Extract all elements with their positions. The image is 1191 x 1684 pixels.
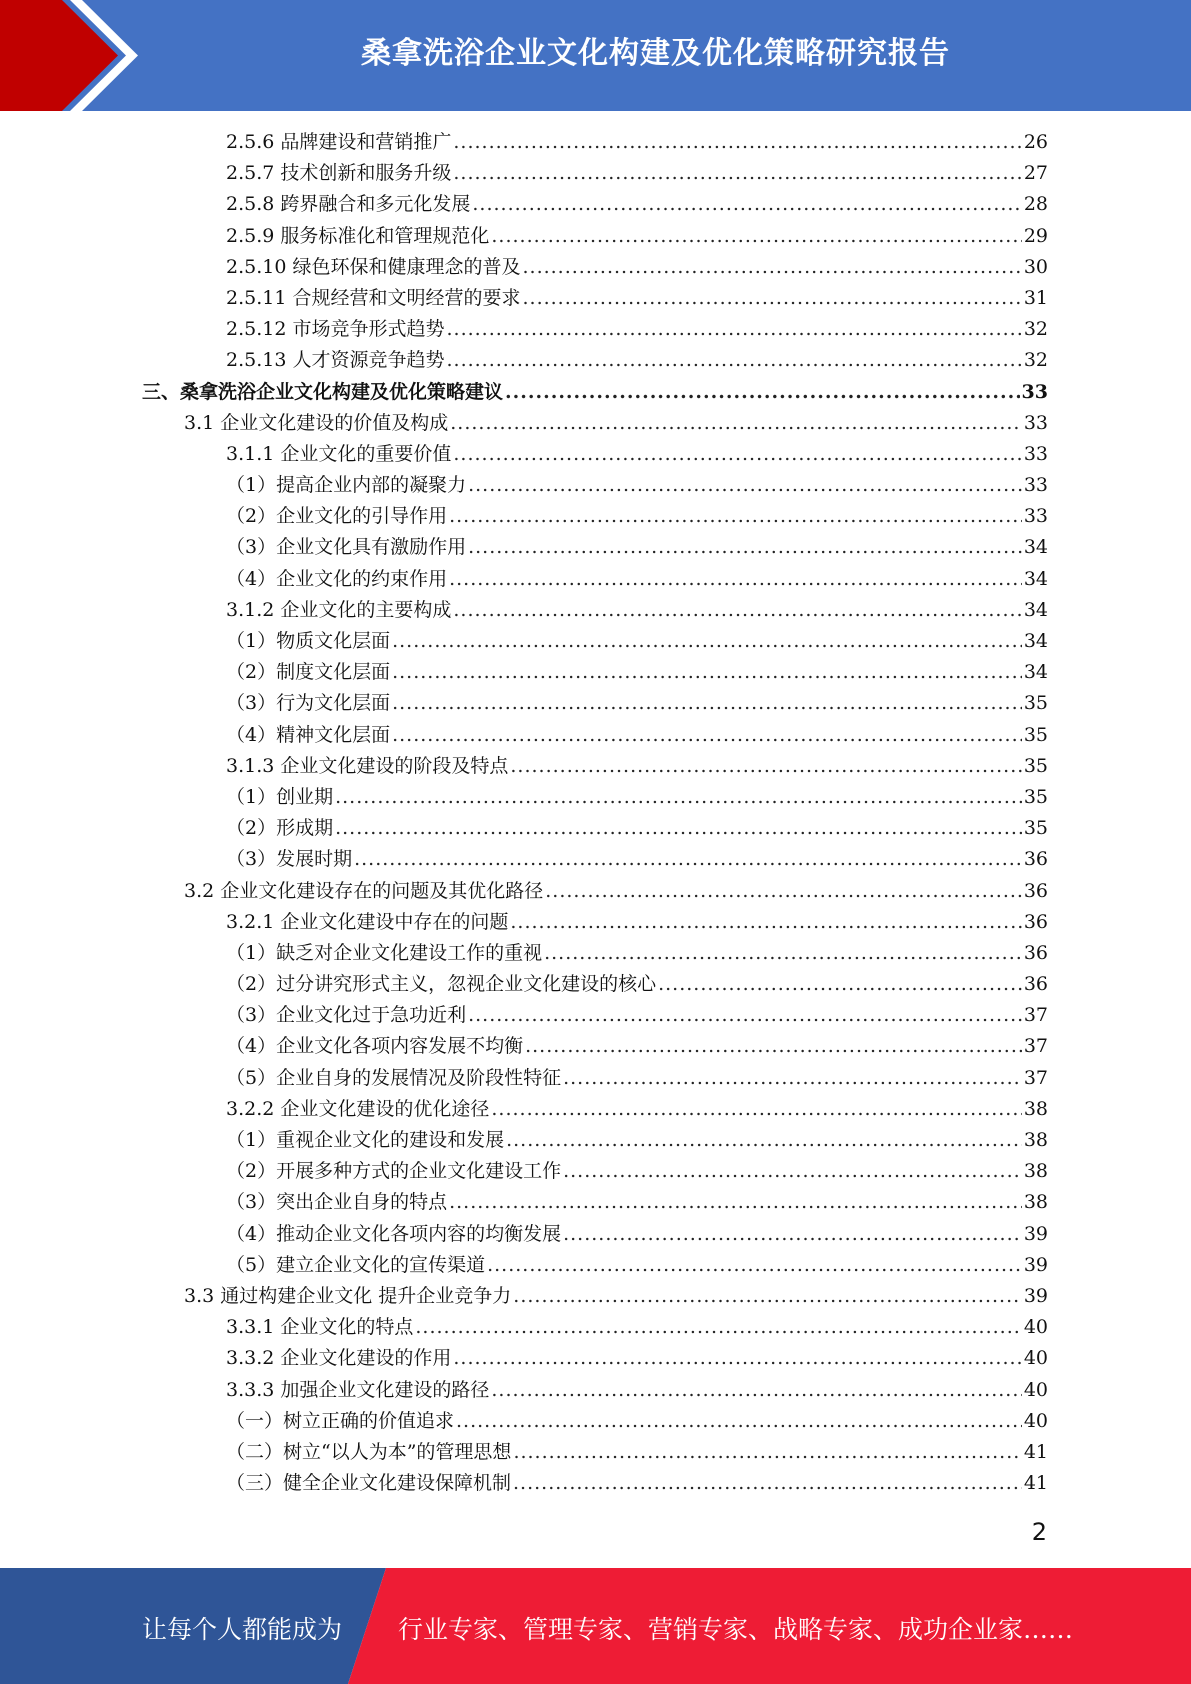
toc-dot-leader <box>354 844 1022 875</box>
toc-entry[interactable] <box>0 1219 1191 1250</box>
toc-entry-label: （4）企业文化的约束作用 <box>226 564 449 595</box>
toc-entry-page: 33 <box>1023 505 1048 528</box>
toc-entry-label: 3.1.2 企业文化的主要构成 <box>226 595 453 626</box>
toc-entry-line[interactable] <box>226 532 1048 563</box>
toc-entry-page: 33 <box>1023 474 1048 497</box>
toc-entry[interactable] <box>0 626 1191 657</box>
toc-entry[interactable] <box>0 252 1191 283</box>
toc-entry-label: 3.2.1 企业文化建设中存在的问题 <box>226 907 510 938</box>
toc-entry-label: 2.5.11 合规经营和文明经营的要求 <box>226 283 522 314</box>
toc-dot-leader <box>335 813 1022 844</box>
toc-dot-leader <box>449 501 1022 532</box>
toc-entry-page: 37 <box>1023 1066 1048 1089</box>
toc-dot-leader <box>544 938 1022 969</box>
toc-entry-label: 3.1.1 企业文化的重要价值 <box>226 439 453 470</box>
toc-dot-leader <box>491 1375 1021 1406</box>
toc-entry-line[interactable] <box>226 127 1048 158</box>
toc-entry-label: （1）物质文化层面 <box>226 626 392 657</box>
toc-dot-leader <box>453 595 1021 626</box>
toc-entry-page: 39 <box>1023 1222 1048 1245</box>
toc-entry-label: （2）制度文化层面 <box>226 657 392 688</box>
toc-dot-leader <box>491 221 1021 252</box>
page-number: 2 <box>1031 1518 1047 1546</box>
document-title: 桑拿洗浴企业文化构建及优化策略研究报告 <box>361 36 950 71</box>
toc-dot-leader <box>491 1094 1021 1125</box>
toc-entry[interactable] <box>0 564 1191 595</box>
footer-slogan-left: 让每个人都能成为 <box>142 1615 343 1644</box>
toc-entry[interactable] <box>0 501 1191 532</box>
toc-dot-leader <box>392 626 1022 657</box>
toc-entry-line[interactable] <box>226 1343 1048 1374</box>
toc-dot-leader <box>510 907 1021 938</box>
toc-dot-leader <box>513 1437 1021 1468</box>
toc-entry[interactable] <box>0 1468 1191 1499</box>
toc-entry-line[interactable] <box>226 1437 1048 1468</box>
toc-entry-line[interactable] <box>226 969 1048 1000</box>
toc-entry-page: 40 <box>1023 1409 1048 1432</box>
toc-entry-label: （4）精神文化层面 <box>226 720 392 751</box>
toc-entry-page: 34 <box>1023 567 1048 590</box>
toc-entry-page: 36 <box>1023 910 1048 933</box>
toc-entry-line[interactable] <box>226 564 1048 595</box>
toc-entry-label: 3.1 企业文化建设的价值及构成 <box>184 408 450 439</box>
footer-slogan-right: 行业专家、管理专家、营销专家、战略专家、成功企业家…… <box>398 1615 1074 1644</box>
toc-entry-label: （5）企业自身的发展情况及阶段性特征 <box>226 1063 563 1094</box>
toc-entry-line[interactable] <box>226 1125 1048 1156</box>
toc-dot-leader <box>449 1187 1022 1218</box>
toc-entry-line[interactable] <box>226 158 1048 189</box>
toc-entry-label: （3）突出企业自身的特点 <box>226 1187 449 1218</box>
toc-dot-leader <box>453 439 1021 470</box>
toc-entry-page: 37 <box>1023 1004 1048 1027</box>
toc-dot-leader <box>563 1063 1022 1094</box>
toc-dot-leader <box>453 127 1021 158</box>
toc-entry[interactable] <box>0 1156 1191 1187</box>
toc-entry[interactable] <box>0 1063 1191 1094</box>
toc-dot-leader <box>522 252 1021 283</box>
toc-entry-label: 2.5.6 品牌建设和营销推广 <box>226 127 453 158</box>
toc-entry-label: （1）提高企业内部的凝聚力 <box>226 470 468 501</box>
toc-entry-line[interactable] <box>226 751 1048 782</box>
toc-entry-line[interactable] <box>226 782 1048 813</box>
toc-entry[interactable] <box>0 439 1191 470</box>
toc-entry-label: （4）企业文化各项内容发展不均衡 <box>226 1031 525 1062</box>
toc-entry-page: 26 <box>1023 131 1048 153</box>
toc-entry-label: （3）发展时期 <box>226 844 354 875</box>
toc-entry-label: （2）开展多种方式的企业文化建设工作 <box>226 1156 563 1187</box>
toc-entry[interactable] <box>0 158 1191 189</box>
toc-entry[interactable] <box>0 969 1191 1000</box>
toc-entry[interactable] <box>0 876 1191 907</box>
toc-entry-label: （2）形成期 <box>226 813 335 844</box>
toc-entry-line[interactable] <box>226 1187 1048 1218</box>
toc-entry[interactable] <box>0 1031 1191 1062</box>
toc-entry[interactable] <box>0 1187 1191 1218</box>
toc-entry-page: 32 <box>1023 349 1048 372</box>
toc-dot-leader <box>453 1343 1021 1374</box>
toc-entry-line[interactable] <box>226 470 1048 501</box>
toc-entry-page: 35 <box>1023 692 1048 715</box>
toc-entry-page: 38 <box>1023 1160 1048 1183</box>
toc-entry-line[interactable] <box>226 1468 1048 1499</box>
toc-dot-leader <box>468 470 1022 501</box>
toc-entry-line[interactable] <box>226 1000 1048 1031</box>
toc-entry-label: （二）树立“以人为本”的管理思想 <box>226 1437 513 1468</box>
toc-entry-line[interactable] <box>184 1281 1048 1312</box>
toc-entry-page: 27 <box>1023 162 1048 185</box>
toc-entry-label: 2.5.9 服务标准化和管理规范化 <box>226 221 491 252</box>
toc-entry-line[interactable] <box>226 813 1048 844</box>
toc-entry-page: 41 <box>1023 1472 1048 1495</box>
toc-entry-label: 3.3.2 企业文化建设的作用 <box>226 1343 453 1374</box>
toc-entry-label: （1）创业期 <box>226 782 335 813</box>
toc-entry-page: 31 <box>1023 286 1048 309</box>
toc-entry-label: （4）推动企业文化各项内容的均衡发展 <box>226 1219 563 1250</box>
toc-dot-leader <box>545 876 1022 907</box>
toc-dot-leader <box>487 1250 1022 1281</box>
toc-entry-line[interactable] <box>226 938 1048 969</box>
toc-entry[interactable] <box>0 657 1191 688</box>
toc-entry-page: 34 <box>1023 630 1048 652</box>
toc-entry-page: 33 <box>1021 380 1048 403</box>
toc-entry-line[interactable] <box>226 688 1048 719</box>
toc-entry-page: 35 <box>1023 817 1048 840</box>
toc-dot-leader <box>510 751 1021 782</box>
toc-entry-label: 2.5.12 市场竞争形式趋势 <box>226 314 446 345</box>
toc-entry[interactable] <box>0 1343 1191 1374</box>
toc-entry[interactable] <box>0 751 1191 782</box>
toc-entry[interactable] <box>0 1437 1191 1468</box>
toc-dot-leader <box>449 564 1022 595</box>
toc-entry-page: 41 <box>1023 1440 1048 1463</box>
toc-dot-leader <box>446 345 1021 376</box>
toc-entry-page: 40 <box>1023 1347 1048 1370</box>
toc-entry-label: 3.3.1 企业文化的特点 <box>226 1312 415 1343</box>
toc-dot-leader <box>472 189 1021 220</box>
toc-entry-page: 33 <box>1023 442 1048 465</box>
toc-entry-label: （1）重视企业文化的建设和发展 <box>226 1125 506 1156</box>
toc-entry-label: 3.3 通过构建企业文化 提升企业竞争力 <box>184 1281 513 1312</box>
toc-entry-label: （2）企业文化的引导作用 <box>226 501 449 532</box>
toc-entry-page: 29 <box>1023 224 1048 247</box>
toc-entry-page: 36 <box>1023 848 1048 871</box>
toc-entry-label: 3.1.3 企业文化建设的阶段及特点 <box>226 751 510 782</box>
toc-entry-line[interactable] <box>226 907 1048 938</box>
toc-dot-leader <box>450 408 1022 439</box>
toc-entry-line[interactable] <box>226 1312 1048 1343</box>
toc-dot-leader <box>392 688 1022 719</box>
toc-entry-label: 2.5.13 人才资源竞争趋势 <box>226 345 446 376</box>
toc-entry-line[interactable] <box>226 1063 1048 1094</box>
toc-entry-line[interactable] <box>142 377 1048 408</box>
toc-entry-page: 28 <box>1023 193 1048 216</box>
toc-entry[interactable] <box>0 720 1191 751</box>
toc-entry[interactable] <box>0 595 1191 626</box>
toc-entry[interactable] <box>0 314 1191 345</box>
toc-entry-label: （2）过分讲究形式主义，忽视企业文化建设的核心 <box>226 969 658 1000</box>
page-footer <box>0 1568 1191 1684</box>
toc-entry[interactable] <box>0 1000 1191 1031</box>
toc-entry-line[interactable] <box>226 1375 1048 1406</box>
toc-dot-leader <box>513 1281 1022 1312</box>
toc-entry-line[interactable] <box>226 221 1048 252</box>
toc-dot-leader <box>563 1156 1022 1187</box>
toc-entry-line[interactable] <box>226 345 1048 376</box>
toc-entry-page: 32 <box>1023 318 1048 341</box>
toc-entry-line[interactable] <box>226 595 1048 626</box>
page-header <box>0 0 1191 111</box>
toc-entry-page: 38 <box>1023 1129 1048 1151</box>
toc-entry-line[interactable] <box>226 252 1048 283</box>
toc-entry-label: 三、桑拿洗浴企业文化构建及优化策略建议 <box>142 377 505 408</box>
toc-entry-label: （3）企业文化具有激励作用 <box>226 532 468 563</box>
toc-dot-leader <box>525 1031 1022 1062</box>
toc-entry-line[interactable] <box>226 189 1048 220</box>
toc-entry[interactable] <box>0 127 1191 158</box>
toc-entry[interactable] <box>0 844 1191 875</box>
toc-entry[interactable] <box>0 1094 1191 1125</box>
toc-entry[interactable] <box>0 345 1191 376</box>
table-of-contents <box>0 127 1191 1499</box>
toc-dot-leader <box>456 1406 1022 1437</box>
toc-entry-line[interactable] <box>184 876 1048 907</box>
toc-entry-page: 35 <box>1023 754 1048 777</box>
toc-entry-page: 40 <box>1023 1316 1048 1339</box>
toc-entry-page: 34 <box>1023 661 1048 684</box>
toc-entry-label: 3.3.3 加强企业文化建设的路径 <box>226 1375 491 1406</box>
toc-entry[interactable] <box>0 470 1191 501</box>
toc-entry-label: 2.5.7 技术创新和服务升级 <box>226 158 453 189</box>
toc-dot-leader <box>505 377 1020 408</box>
toc-dot-leader <box>513 1468 1022 1499</box>
toc-entry[interactable] <box>0 1250 1191 1281</box>
toc-entry-label: 2.5.10 绿色环保和健康理念的普及 <box>226 252 522 283</box>
toc-entry[interactable] <box>0 189 1191 220</box>
toc-entry-line[interactable] <box>184 408 1048 439</box>
toc-entry-label: 3.2.2 企业文化建设的优化途径 <box>226 1094 491 1125</box>
toc-dot-leader <box>522 283 1021 314</box>
toc-entry[interactable] <box>0 532 1191 563</box>
toc-dot-leader <box>392 657 1022 688</box>
toc-entry-page: 35 <box>1023 785 1048 808</box>
toc-entry-label: 2.5.8 跨界融合和多元化发展 <box>226 189 472 220</box>
toc-entry-label: 3.2 企业文化建设存在的问题及其优化路径 <box>184 876 545 907</box>
toc-entry[interactable] <box>0 1281 1191 1312</box>
toc-entry-label: （3）企业文化过于急功近利 <box>226 1000 468 1031</box>
toc-entry-page: 36 <box>1023 879 1048 902</box>
toc-entry-line[interactable] <box>226 657 1048 688</box>
toc-entry-page: 34 <box>1023 536 1048 559</box>
toc-entry[interactable] <box>0 688 1191 719</box>
toc-entry[interactable] <box>0 408 1191 439</box>
toc-entry-line[interactable] <box>226 1094 1048 1125</box>
toc-entry-line[interactable] <box>226 626 1048 657</box>
toc-entry[interactable] <box>0 782 1191 813</box>
toc-entry[interactable] <box>0 1312 1191 1343</box>
toc-entry[interactable] <box>0 813 1191 844</box>
toc-entry[interactable] <box>0 1375 1191 1406</box>
toc-entry-label: （5）建立企业文化的宣传渠道 <box>226 1250 487 1281</box>
toc-entry-label: （3）行为文化层面 <box>226 688 392 719</box>
toc-entry-page: 36 <box>1023 941 1048 964</box>
toc-entry-label: （三）健全企业文化建设保障机制 <box>226 1468 513 1499</box>
toc-dot-leader <box>446 314 1021 345</box>
toc-entry-line[interactable] <box>226 501 1048 532</box>
toc-entry-line[interactable] <box>226 314 1048 345</box>
toc-entry-line[interactable] <box>226 1406 1048 1437</box>
toc-dot-leader <box>563 1219 1022 1250</box>
toc-entry-line[interactable] <box>226 1031 1048 1062</box>
toc-entry-line[interactable] <box>226 283 1048 314</box>
toc-entry[interactable] <box>0 1125 1191 1156</box>
toc-entry-page: 38 <box>1023 1097 1048 1120</box>
toc-entry-page: 37 <box>1023 1035 1048 1058</box>
toc-entry-page: 39 <box>1023 1253 1048 1276</box>
toc-entry-page: 40 <box>1023 1378 1048 1401</box>
toc-entry-line[interactable] <box>226 720 1048 751</box>
toc-entry-page: 30 <box>1023 255 1048 278</box>
toc-entry-line[interactable] <box>226 439 1048 470</box>
toc-entry-page: 35 <box>1023 723 1048 746</box>
toc-entry-page: 33 <box>1023 411 1048 434</box>
toc-entry-line[interactable] <box>226 1156 1048 1187</box>
toc-entry[interactable] <box>0 938 1191 969</box>
toc-entry-page: 34 <box>1023 598 1048 621</box>
toc-entry-label: （一）树立正确的价值追求 <box>226 1406 456 1437</box>
toc-entry-page: 36 <box>1023 973 1048 996</box>
toc-entry[interactable] <box>0 283 1191 314</box>
toc-entry-label: （1）缺乏对企业文化建设工作的重视 <box>226 938 544 969</box>
toc-dot-leader <box>468 1000 1022 1031</box>
toc-dot-leader <box>658 969 1022 1000</box>
toc-dot-leader <box>415 1312 1021 1343</box>
toc-entry-line[interactable] <box>226 1250 1048 1281</box>
toc-entry[interactable] <box>0 221 1191 252</box>
toc-dot-leader <box>335 782 1022 813</box>
toc-dot-leader <box>392 720 1022 751</box>
toc-dot-leader <box>506 1125 1022 1156</box>
toc-entry-line[interactable] <box>226 1219 1048 1250</box>
toc-entry[interactable] <box>0 1406 1191 1437</box>
toc-entry-page: 38 <box>1023 1191 1048 1214</box>
toc-entry-page: 39 <box>1023 1284 1048 1307</box>
toc-entry-line[interactable] <box>226 844 1048 875</box>
toc-entry[interactable] <box>0 907 1191 938</box>
toc-dot-leader <box>453 158 1021 189</box>
toc-entry[interactable] <box>0 377 1191 408</box>
toc-dot-leader <box>468 532 1022 563</box>
